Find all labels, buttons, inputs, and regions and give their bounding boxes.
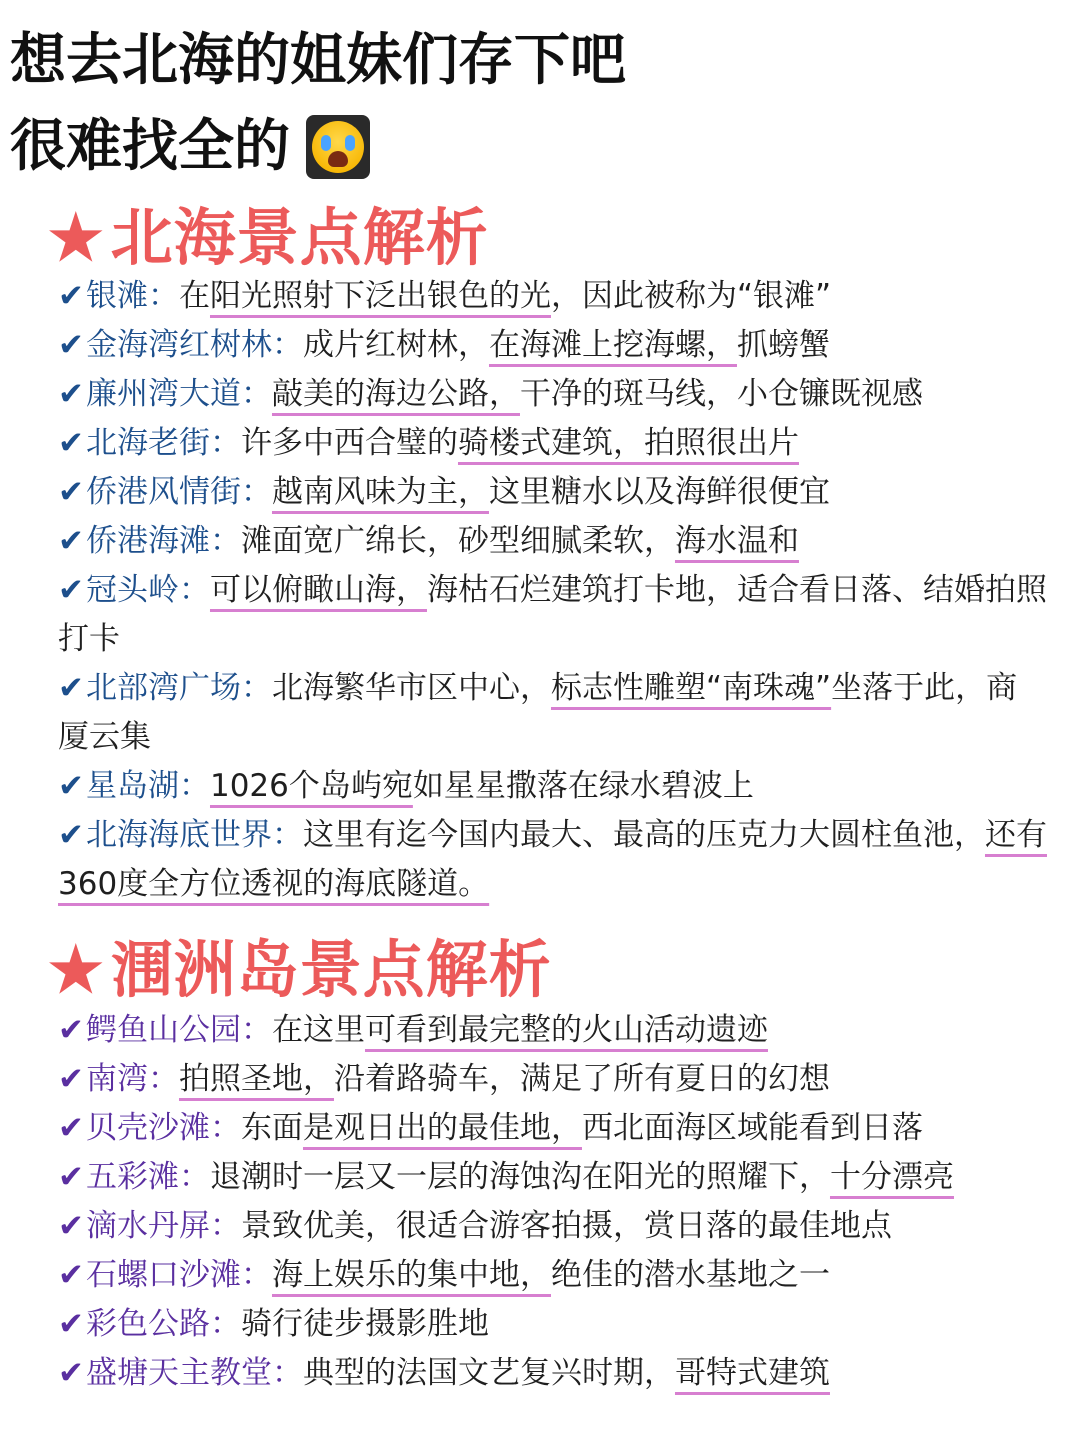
item-label: 南湾： — [85, 1061, 179, 1097]
list-item — [58, 1055, 1048, 1104]
item-text: 这里有迄今国内最大、最高的压克力大圆柱鱼池， — [302, 817, 985, 853]
list-item — [58, 272, 1048, 321]
item-text: ，因此被称为“银滩” — [550, 278, 832, 314]
item-label: 廉州湾大道： — [85, 376, 272, 412]
list-item — [58, 419, 1048, 468]
list-item — [58, 370, 1048, 419]
item-highlight: 可以俯瞰山海， — [209, 572, 427, 608]
header-text-1: 想去北海的姐妹们存下吧 — [10, 28, 626, 93]
item-label: 鳄鱼山公园： — [85, 1012, 272, 1048]
item-text: 如星星撒落在绿水碧波上 — [412, 768, 754, 804]
item-highlight: 可看到最完整的火山活动遗迹 — [364, 1012, 768, 1048]
check-icon: ✔ — [58, 278, 84, 314]
item-text: 成片红树林， — [302, 327, 489, 363]
item-highlight: 阳光照射下泛出银色的光 — [209, 278, 551, 314]
item-label: 侨港海滩： — [85, 523, 241, 559]
item-highlight: 越南风味为主， — [271, 474, 489, 510]
item-label: 石螺口沙滩： — [85, 1257, 272, 1293]
item-label: 金海湾红树林： — [85, 327, 303, 363]
check-icon: ✔ — [58, 1012, 84, 1048]
item-label: 彩色公路： — [85, 1306, 241, 1342]
item-text: 沿着路骑车，满足了所有夏日的幻想 — [333, 1061, 830, 1097]
item-highlight: 1026个岛屿宛 — [209, 768, 413, 804]
item-highlight: 还有360度全方位透视的海底隧道。 — [58, 817, 1047, 902]
check-icon: ✔ — [58, 523, 84, 559]
post-header — [10, 18, 626, 190]
list-item — [58, 811, 1048, 909]
item-text: 绝佳的潜水基地之一 — [550, 1257, 830, 1293]
list-item — [58, 1349, 1048, 1398]
item-highlight: 海水温和 — [674, 523, 799, 559]
section-title-beihai — [48, 188, 489, 277]
item-text: 在这里 — [271, 1012, 365, 1048]
check-icon: ✔ — [58, 670, 84, 706]
check-icon: ✔ — [58, 376, 84, 412]
loudly-crying-face-icon — [306, 115, 370, 179]
beihai-list — [58, 272, 1048, 909]
check-icon: ✔ — [58, 1110, 84, 1146]
item-highlight: 骑楼式建筑，拍照很出片 — [457, 425, 799, 461]
item-label: 冠头岭： — [85, 572, 210, 608]
item-text: 典型的法国文艺复兴时期， — [302, 1355, 675, 1391]
item-highlight: 是观日出的最佳地， — [302, 1110, 582, 1146]
item-text: 退潮时一层又一层的海蚀沟在阳光的照耀下， — [209, 1159, 830, 1195]
list-item — [58, 762, 1048, 811]
item-text: 这里糖水以及海鲜很便宜 — [488, 474, 830, 510]
list-item — [58, 1251, 1048, 1300]
weizhou-list — [58, 1006, 1048, 1398]
item-text: 西北面海区域能看到日落 — [581, 1110, 923, 1146]
list-item — [58, 1104, 1048, 1153]
item-label: 五彩滩： — [85, 1159, 210, 1195]
item-label: 星岛湖： — [85, 768, 210, 804]
item-highlight: 拍照圣地， — [178, 1061, 334, 1097]
item-highlight: 标志性雕塑“南珠魂” — [550, 670, 832, 706]
item-label: 贝壳沙滩： — [85, 1110, 241, 1146]
list-item — [58, 664, 1048, 762]
section-title-text: 涠洲岛景点解析 — [110, 933, 552, 1006]
header-line-2 — [10, 104, 626, 190]
list-item — [58, 1300, 1048, 1349]
item-highlight: 在海滩上挖海螺， — [488, 327, 737, 363]
check-icon: ✔ — [58, 1306, 84, 1342]
check-icon: ✔ — [58, 1159, 84, 1195]
list-item — [58, 468, 1048, 517]
item-label: 银滩： — [85, 278, 179, 314]
item-text: 骑行徒步摄影胜地 — [240, 1306, 489, 1342]
check-icon: ✔ — [58, 474, 84, 510]
check-icon: ✔ — [58, 1208, 84, 1244]
item-label: 北部湾广场： — [85, 670, 272, 706]
star-icon: ★ — [48, 933, 105, 1006]
check-icon: ✔ — [58, 572, 84, 608]
check-icon: ✔ — [58, 425, 84, 461]
check-icon: ✔ — [58, 1061, 84, 1097]
item-text: 坐落于此，商厦云集 — [58, 670, 1018, 755]
check-icon: ✔ — [58, 1257, 84, 1293]
item-text: 干净的斑马线，小仓镰既视感 — [519, 376, 923, 412]
item-text: 滩面宽广绵长，砂型细腻柔软， — [240, 523, 675, 559]
section-title-weizhou — [48, 920, 552, 1009]
list-item — [58, 321, 1048, 370]
item-highlight: 哥特式建筑 — [674, 1355, 830, 1391]
header-line-1 — [10, 18, 626, 104]
check-icon: ✔ — [58, 1355, 84, 1391]
item-label: 北海老街： — [85, 425, 241, 461]
item-highlight: 十分漂亮 — [829, 1159, 954, 1195]
list-item — [58, 517, 1048, 566]
header-text-2: 很难找全的 — [10, 114, 290, 179]
item-text: 抓螃蟹 — [736, 327, 830, 363]
item-text: 许多中西合璧的 — [240, 425, 458, 461]
star-icon: ★ — [48, 201, 105, 274]
list-item — [58, 1153, 1048, 1202]
list-item — [58, 566, 1048, 664]
item-highlight: 敲美的海边公路， — [271, 376, 520, 412]
item-label: 北海海底世界： — [85, 817, 303, 853]
item-label: 盛塘天主教堂： — [85, 1355, 303, 1391]
check-icon: ✔ — [58, 817, 84, 853]
item-text: 海枯石烂建筑打卡地，适合看日落、结婚拍照打卡 — [58, 572, 1047, 657]
list-item — [58, 1006, 1048, 1055]
item-label: 侨港风情街： — [85, 474, 272, 510]
check-icon: ✔ — [58, 768, 84, 804]
item-text: 东面 — [240, 1110, 303, 1146]
check-icon: ✔ — [58, 327, 84, 363]
section-title-text: 北海景点解析 — [110, 201, 489, 274]
list-item — [58, 1202, 1048, 1251]
item-text: 北海繁华市区中心， — [271, 670, 551, 706]
item-text: 景致优美，很适合游客拍摄，赏日落的最佳地点 — [240, 1208, 892, 1244]
item-label: 滴水丹屏： — [85, 1208, 241, 1244]
item-text: 在 — [178, 278, 210, 314]
item-highlight: 海上娱乐的集中地， — [271, 1257, 551, 1293]
